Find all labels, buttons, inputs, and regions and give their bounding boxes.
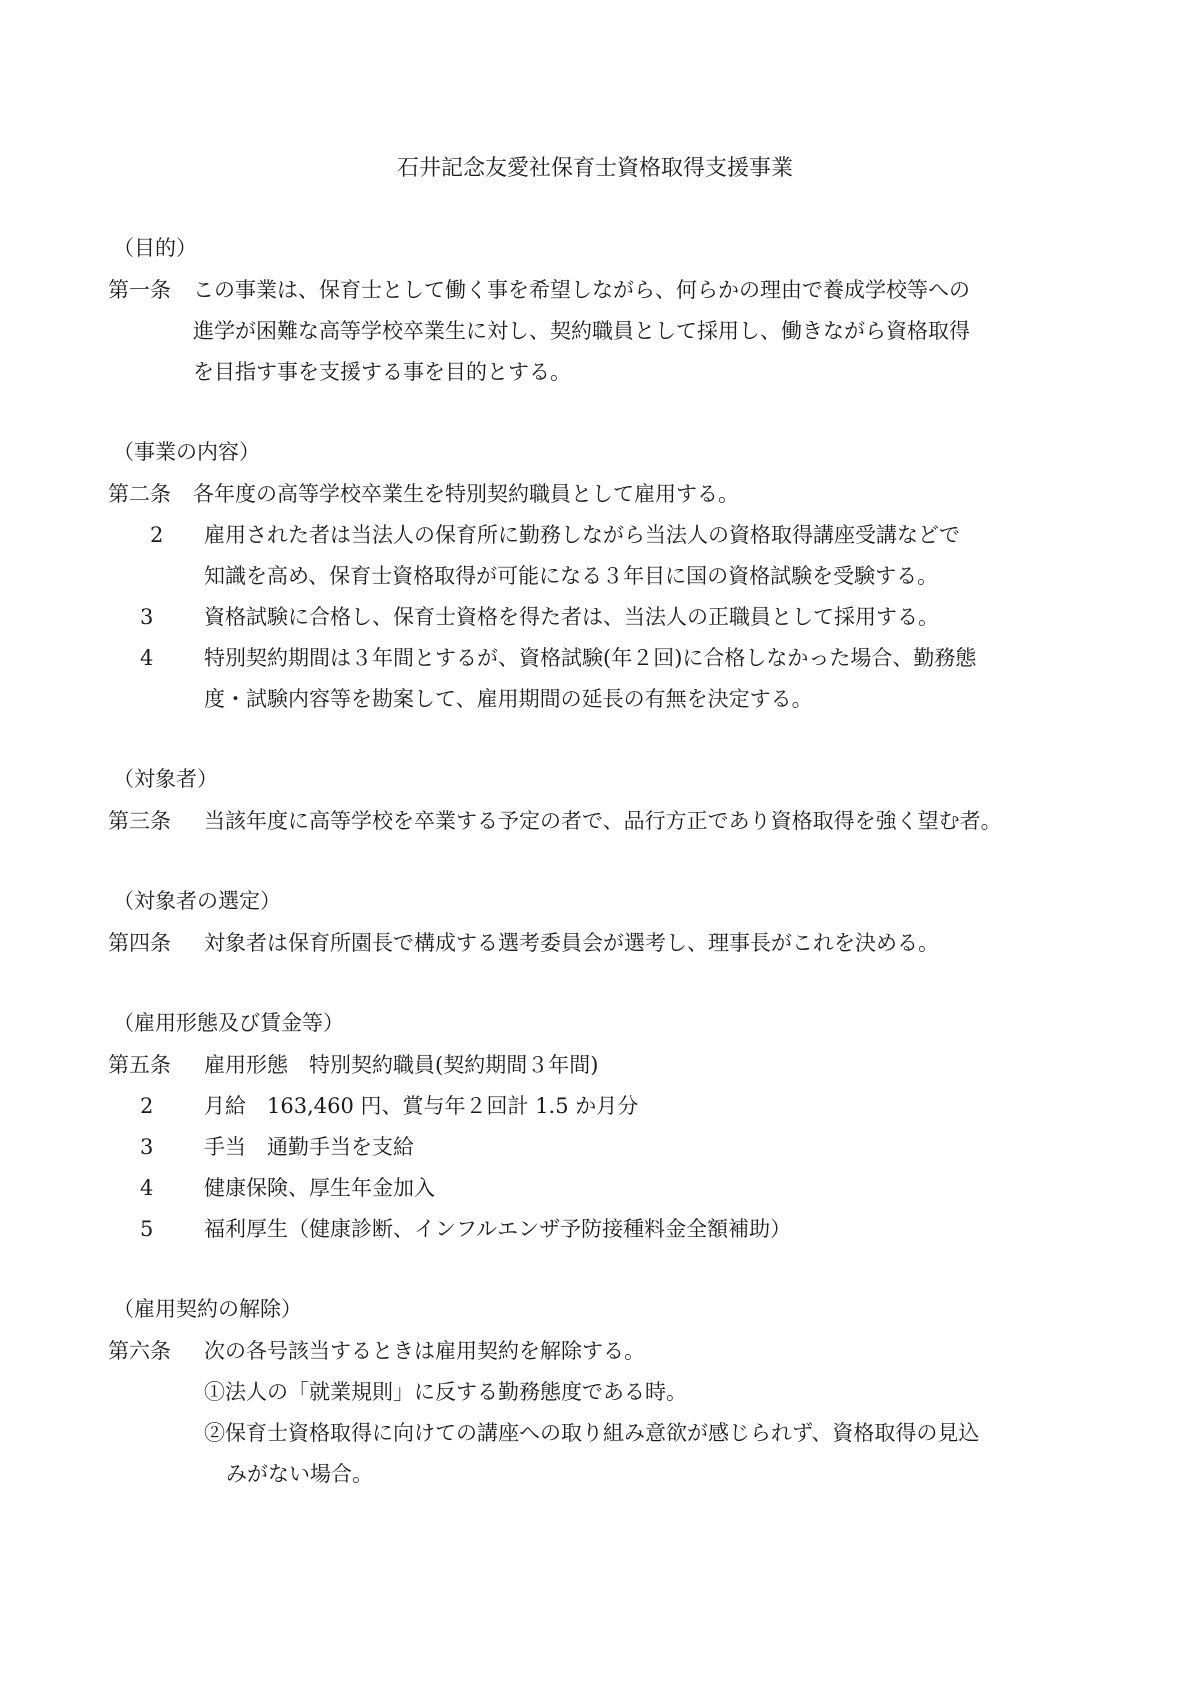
article-4-line-1: 対象者は保育所園長で構成する選考委員会が選考し、理事長がこれを決める。: [204, 931, 939, 955]
article-5-item-5: 福利厚生（健康診断、インフルエンザ予防接種料金全額補助）: [204, 1217, 792, 1241]
article-5-item-num-4: 4: [140, 1176, 154, 1200]
section-heading-eligibility: （対象者）: [113, 767, 218, 791]
article-2-item-num-2: 2: [150, 523, 164, 547]
article-2-item-num-3: 3: [140, 605, 154, 629]
article-5-line-1: 雇用形態 特別契約職員(契約期間３年間): [204, 1053, 599, 1077]
article-label-5: 第五条: [108, 1053, 171, 1077]
article-6-clause-1: ①法人の「就業規則」に反する勤務態度である時。: [204, 1380, 687, 1404]
section-heading-termination: （雇用契約の解除）: [113, 1297, 302, 1321]
article-label-3: 第三条: [108, 809, 171, 833]
article-2-item-3-line-1: 資格試験に合格し、保育士資格を得た者は、当法人の正職員として採用する。: [204, 605, 939, 629]
article-1-line-2: 進学が困難な高等学校卒業生に対し、契約職員として採用し、働きながら資格取得: [193, 319, 970, 343]
article-5-item-num-3: 3: [140, 1135, 154, 1159]
section-heading-content: （事業の内容）: [113, 440, 260, 464]
article-2-item-num-4: 4: [140, 646, 154, 670]
article-label-1: 第一条: [108, 278, 171, 302]
document-title: 石井記念友愛社保育士資格取得支援事業: [396, 156, 793, 181]
article-5-item-num-5: 5: [140, 1217, 154, 1241]
article-1-line-3: を目指す事を支援する事を目的とする。: [193, 360, 571, 384]
article-6-clause-2-line-1: ②保育士資格取得に向けての講座への取り組み意欲が感じられず、資格取得の見込: [204, 1421, 980, 1445]
section-heading-employment: （雇用形態及び賃金等）: [113, 1011, 344, 1035]
article-5-item-4: 健康保険、厚生年金加入: [204, 1176, 435, 1200]
article-6-clause-2-line-2: みがない場合。: [226, 1462, 373, 1486]
article-5-item-num-2: 2: [140, 1094, 154, 1118]
article-5-item-3: 手当 通勤手当を支給: [204, 1135, 414, 1159]
article-label-2: 第二条: [108, 482, 171, 506]
article-2-item-2-line-2: 知識を高め、保育士資格取得が可能になる３年目に国の資格試験を受験する。: [204, 564, 939, 588]
section-heading-purpose: （目的）: [113, 236, 197, 260]
article-6-line-1: 次の各号該当するときは雇用契約を解除する。: [204, 1339, 645, 1363]
article-1-line-1: この事業は、保育士として働く事を希望しながら、何らかの理由で養成学校等への: [193, 278, 970, 302]
article-2-item-2-line-1: 雇用された者は当法人の保育所に勤務しながら当法人の資格取得講座受講などで: [204, 523, 960, 547]
section-heading-selection: （対象者の選定）: [113, 889, 281, 913]
article-3-line-1: 当該年度に高等学校を卒業する予定の者で、品行方正であり資格取得を強く望む者。: [204, 809, 1002, 833]
article-label-4: 第四条: [108, 931, 171, 955]
article-2-line-1: 各年度の高等学校卒業生を特別契約職員として雇用する。: [193, 482, 739, 506]
article-2-item-4-line-2: 度・試験内容等を勘案して、雇用期間の延長の有無を決定する。: [204, 687, 813, 711]
article-5-item-2: 月給 163,460 円、賞与年２回計 1.5 か月分: [204, 1094, 639, 1118]
article-2-item-4-line-1: 特別契約期間は３年間とするが、資格試験(年２回)に合格しなかった場合、勤務態: [204, 646, 977, 670]
article-label-6: 第六条: [108, 1339, 171, 1363]
